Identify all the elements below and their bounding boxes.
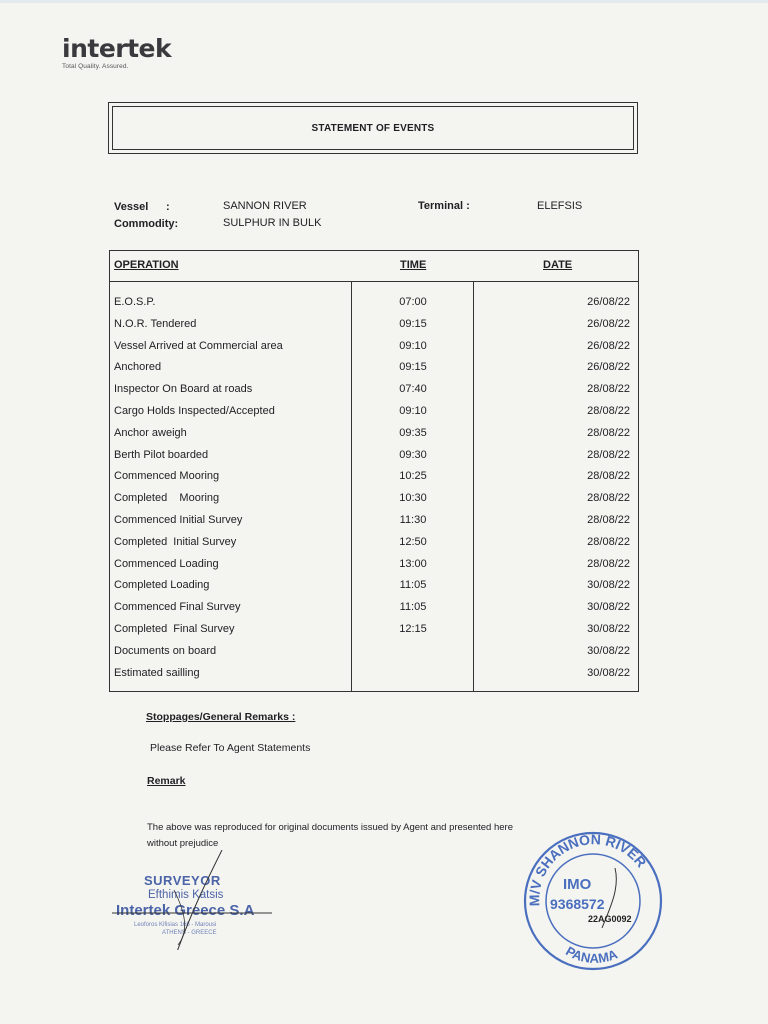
time-cell: 09:30	[399, 448, 427, 461]
table-row	[110, 579, 638, 599]
commodity-value: SULPHUR IN BULK	[223, 217, 322, 229]
header-time: TIME	[400, 259, 427, 271]
time-cell: 09:10	[399, 405, 427, 417]
operation-cell: N.O.R. Tendered	[114, 317, 197, 330]
time-cell: 07:40	[399, 383, 427, 396]
time-cell: 12:50	[399, 535, 427, 548]
operation-cell: Cargo Holds Inspected/Accepted	[114, 405, 275, 417]
stamp-imo-label: IMO	[563, 876, 592, 893]
time-cell: 13:00	[399, 557, 427, 570]
top-edge-line	[0, 0, 768, 3]
stamp-bottom-text: PANAMA	[563, 943, 620, 966]
surveyor-name: Efthimis Katsis	[148, 889, 224, 901]
operation-cell: Estimated sailling	[114, 666, 200, 679]
surveyor-company: Intertek Greece S.A	[116, 902, 255, 919]
title-box	[108, 102, 638, 154]
events-table	[109, 282, 639, 692]
time-cell: 09:35	[399, 426, 427, 439]
operation-cell: Commenced Mooring	[114, 470, 220, 483]
table-row	[110, 340, 638, 360]
operation-cell: Completed Mooring	[114, 492, 220, 505]
table-row	[110, 383, 638, 403]
terminal-label: Terminal :	[418, 200, 470, 212]
table-row	[110, 667, 638, 687]
date-cell: 28/08/22	[587, 383, 630, 396]
time-cell: 09:15	[399, 361, 427, 374]
table-row	[110, 296, 638, 316]
stamp-code: 22AG0092	[588, 914, 632, 924]
table-row	[110, 514, 638, 534]
vessel-label: Vessel	[114, 201, 149, 213]
surveyor-address-1: Leoforos Kifisias 166 - Marousi	[134, 922, 217, 928]
operation-cell: E.O.S.P.	[114, 296, 156, 308]
table-row	[110, 558, 638, 578]
remark-line-2: without prejudice	[147, 838, 219, 849]
surveyor-stamp	[112, 870, 282, 960]
remark-line-1: The above was reproduced for original documents issued by Agent and presented here	[147, 822, 513, 833]
operation-cell: Anchored	[114, 361, 162, 374]
date-cell: 26/08/22	[587, 296, 630, 308]
date-cell: 26/08/22	[587, 339, 630, 352]
surveyor-title: SURVEYOR	[144, 873, 221, 888]
intertek-logo	[62, 36, 171, 70]
time-cell: 10:25	[399, 470, 427, 483]
table-row	[110, 427, 638, 447]
table-row	[110, 361, 638, 381]
operation-cell: Berth Pilot boarded	[114, 448, 209, 461]
operation-cell: Commenced Final Survey	[114, 601, 241, 614]
commodity-label: Commodity:	[114, 218, 179, 230]
table-row	[110, 623, 638, 643]
stamp-ring-text: M/V SHANNON RIVER	[526, 831, 650, 907]
vessel-stamp	[520, 828, 666, 974]
time-cell: 09:10	[399, 339, 427, 352]
date-cell: 30/08/22	[587, 644, 630, 657]
stoppages-text: Please Refer To Agent Statements	[150, 742, 311, 754]
table-row	[110, 470, 638, 490]
logo-tagline: Total Quality. Assured.	[62, 63, 129, 70]
remark-heading: Remark	[147, 775, 186, 787]
time-cell: 11:05	[399, 601, 427, 614]
table-row	[110, 645, 638, 665]
table-row	[110, 601, 638, 621]
vessel-value: SANNON RIVER	[223, 200, 307, 212]
date-cell: 28/08/22	[587, 492, 630, 505]
document-title: STATEMENT OF EVENTS	[112, 106, 634, 150]
date-cell: 28/08/22	[587, 426, 630, 439]
table-row	[110, 405, 638, 425]
time-cell: 11:30	[399, 514, 427, 526]
time-cell: 07:00	[399, 296, 427, 308]
date-cell: 30/08/22	[587, 623, 630, 635]
date-cell: 30/08/22	[587, 579, 630, 592]
operation-cell: Vessel Arrived at Commercial area	[114, 339, 283, 352]
surveyor-address-2: ATHENS - GREECE	[162, 930, 217, 936]
date-cell: 30/08/22	[587, 601, 630, 614]
date-cell: 28/08/22	[587, 405, 630, 417]
table-row	[110, 492, 638, 512]
date-cell: 28/08/22	[587, 557, 630, 570]
operation-cell: Completed Loading	[114, 579, 210, 592]
stamp-imo-number: 9368572	[550, 896, 605, 912]
operation-cell: Anchor aweigh	[114, 426, 187, 439]
date-cell: 26/08/22	[587, 317, 630, 330]
time-cell: 12:15	[399, 623, 427, 635]
date-cell: 28/08/22	[587, 514, 630, 526]
table-row	[110, 536, 638, 556]
operation-cell: Completed Final Survey	[114, 623, 235, 635]
header-operation: OPERATION	[114, 259, 179, 271]
stoppages-heading: Stoppages/General Remarks :	[146, 711, 296, 723]
table-row	[110, 318, 638, 338]
date-cell: 30/08/22	[587, 666, 630, 679]
time-cell: 11:05	[399, 579, 427, 592]
header-date: DATE	[543, 259, 573, 271]
time-cell: 09:15	[399, 317, 427, 330]
surveyor-signature	[112, 850, 282, 950]
date-cell: 28/08/22	[587, 470, 630, 483]
logo-wordmark: intertek	[62, 34, 172, 63]
operation-cell: Commenced Loading	[114, 557, 219, 570]
operation-cell: Documents on board	[114, 644, 217, 657]
vessel-colon: :	[166, 201, 170, 213]
date-cell: 28/08/22	[587, 448, 630, 461]
time-cell: 10:30	[399, 492, 427, 505]
terminal-value: ELEFSIS	[537, 200, 583, 212]
table-row	[110, 449, 638, 469]
date-cell: 28/08/22	[587, 535, 630, 548]
date-cell: 26/08/22	[587, 361, 630, 374]
table-header	[109, 250, 639, 282]
operation-cell: Commenced Initial Survey	[114, 514, 243, 526]
operation-cell: Completed Initial Survey	[114, 535, 237, 548]
operation-cell: Inspector On Board at roads	[114, 383, 253, 396]
